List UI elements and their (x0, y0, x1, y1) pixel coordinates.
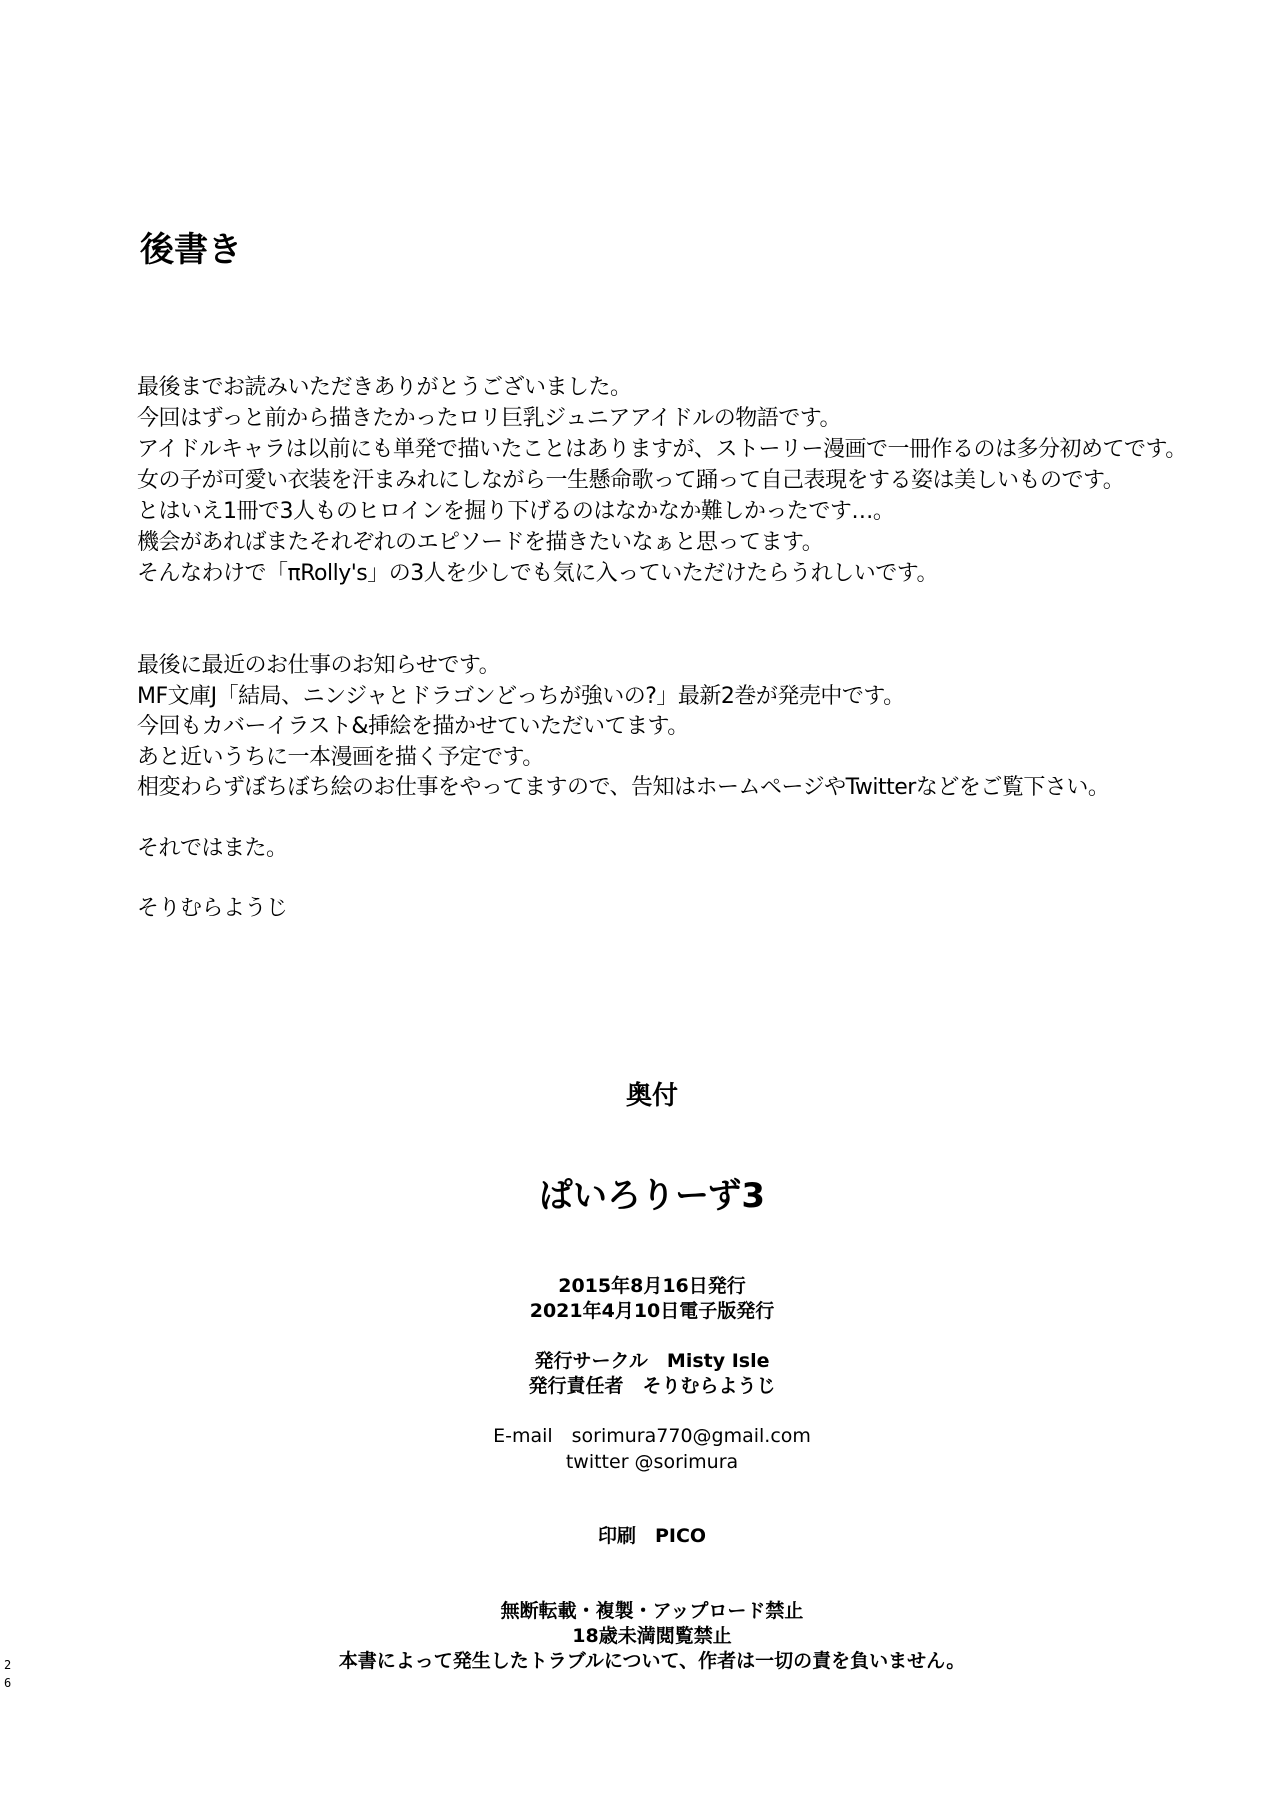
afterword-line: アイドルキャラは以前にも単発で描いたことはありますが、ストーリー漫画で一冊作るのは多分初めてです。 (137, 437, 1187, 462)
printer: 印刷 PICO (597, 1525, 707, 1547)
ebook-date: 2021年4月10日電子版発行 (529, 1300, 775, 1322)
publish-date: 2015年8月16日発行 (558, 1275, 746, 1297)
signature: そりむらようじ (137, 896, 288, 921)
notice-disclaimer: 本書によって発生したトラブルについて、作者は一切の責を負いません。 (338, 1650, 966, 1672)
book-title: ぱいろりーず3 (539, 1176, 765, 1216)
twitter: twitter @sorimura (565, 1451, 739, 1473)
page-number-digit: 6 (4, 1676, 12, 1690)
notice-line: あと近いうちに一本漫画を描く予定です。 (137, 745, 544, 770)
afterword-line: 今回はずっと前から描きたかったロリ巨乳ジュニアアイドルの物語です。 (137, 406, 842, 431)
page-number-digit: 2 (4, 1658, 12, 1672)
colophon-heading: 奥付 (625, 1081, 679, 1111)
notice-line: 今回もカバーイラスト&挿絵を描かせていただいてます。 (137, 714, 689, 739)
notice-no-reproduction: 無断転載・複製・アップロード禁止 (500, 1600, 804, 1622)
notice-age-restriction: 18歳未満閲覧禁止 (572, 1625, 732, 1647)
afterword-heading: 後書き (140, 230, 242, 270)
email: E-mail sorimura770@gmail.com (493, 1425, 811, 1447)
publisher: 発行責任者 そりむらようじ (528, 1375, 776, 1397)
notice-line: MF文庫J「結局、ニンジャとドラゴンどっちが強いの?」最新2巻が発売中です。 (137, 684, 905, 709)
circle-name: 発行サークル Misty Isle (534, 1350, 770, 1372)
afterword-line: そんなわけで「πRolly's」の3人を少しでも気に入っていただけたらうれしいです。 (137, 561, 938, 586)
afterword-line: 女の子が可愛い衣装を汗まみれにしながら一生懸命歌って踊って自己表現をする姿は美しいものです。 (137, 468, 1125, 493)
notice-line: 相変わらずぼちぼち絵のお仕事をやってますので、告知はホームページやTwitterなどをご覧下さい。 (137, 775, 1110, 800)
afterword-line: 最後までお読みいただきありがとうございました。 (137, 375, 632, 400)
afterword-line: とはいえ1冊で3人ものヒロインを掘り下げるのはなかなか難しかったです…。 (137, 499, 895, 524)
notice-line: 最後に最近のお仕事のお知らせです。 (137, 653, 501, 678)
closing-line: それではまた。 (137, 836, 288, 861)
afterword-line: 機会があればまたそれぞれのエピソードを描きたいなぁと思ってます。 (137, 530, 824, 555)
